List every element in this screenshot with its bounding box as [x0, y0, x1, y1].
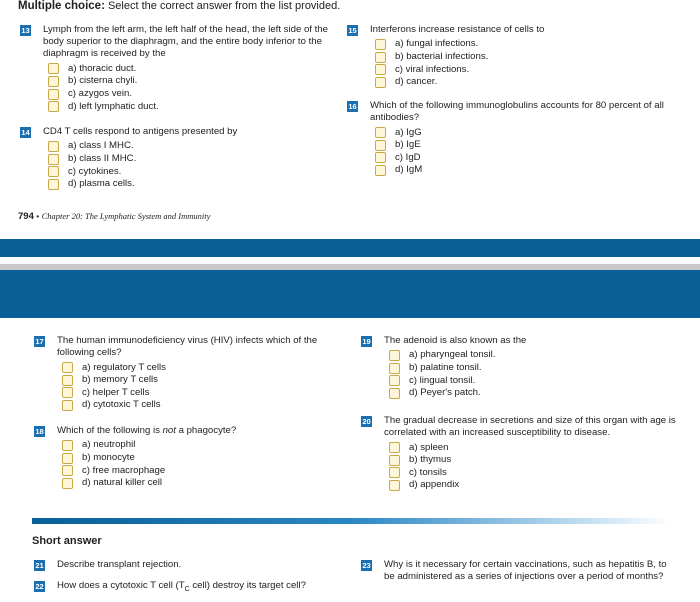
- checkbox[interactable]: [62, 400, 73, 411]
- option[interactable]: [389, 362, 679, 375]
- option-label: a) pharyngeal tonsil.: [409, 349, 496, 361]
- option[interactable]: [48, 153, 332, 166]
- question-text: The gradual decrease in secretions and size of this organ with age is correlated with an increased susceptibility to disease.: [384, 415, 676, 439]
- option-label: b) thymus: [409, 454, 452, 466]
- option[interactable]: [375, 76, 667, 89]
- question-number: 14: [21, 128, 30, 137]
- option-label: d) Peyer's patch.: [409, 387, 481, 399]
- options-list: [62, 361, 334, 411]
- option-label: a) class I MHC.: [68, 140, 134, 152]
- checkbox[interactable]: [375, 64, 386, 75]
- checkbox[interactable]: [48, 141, 59, 152]
- question-number: 15: [348, 26, 357, 35]
- page-footer: [18, 211, 210, 222]
- question-19: [361, 335, 679, 400]
- footer-separator: •: [36, 211, 40, 221]
- option[interactable]: [62, 399, 334, 412]
- question-number: 20: [362, 417, 371, 426]
- checkbox[interactable]: [389, 480, 400, 491]
- checkbox[interactable]: [375, 39, 386, 50]
- checkbox[interactable]: [375, 140, 386, 151]
- option-label: d) cytotoxic T cells: [82, 399, 161, 411]
- option-label: b) palatine tonsil.: [409, 361, 482, 373]
- option[interactable]: [375, 38, 667, 51]
- checkbox[interactable]: [389, 455, 400, 466]
- option[interactable]: [389, 387, 679, 400]
- question-text-before: Which of the following is: [57, 425, 163, 436]
- checkbox[interactable]: [375, 127, 386, 138]
- option-label: d) left lymphatic duct.: [68, 100, 159, 112]
- page-number: 794: [18, 211, 34, 222]
- question-text-emphasis: not: [162, 425, 176, 436]
- question-text: [57, 580, 334, 596]
- option[interactable]: [48, 75, 332, 88]
- option-label: b) class II MHC.: [68, 152, 137, 164]
- checkbox[interactable]: [48, 154, 59, 165]
- question-23: [361, 559, 679, 583]
- option-label: b) cisterna chyli.: [68, 75, 138, 87]
- checkbox[interactable]: [62, 387, 73, 398]
- option-label: a) neutrophil: [82, 439, 136, 451]
- options-list: [48, 63, 332, 113]
- question-20: [361, 415, 679, 492]
- option[interactable]: [48, 140, 332, 153]
- option[interactable]: [375, 152, 667, 165]
- options-list: [62, 439, 334, 489]
- option-label: c) cytokines.: [68, 165, 122, 177]
- option[interactable]: [48, 178, 332, 191]
- option-label: c) IgD: [395, 151, 421, 163]
- option-label: c) free macrophage: [82, 464, 166, 476]
- option[interactable]: [375, 63, 667, 76]
- question-number: 22: [35, 582, 44, 591]
- option-label: d) appendix: [409, 479, 460, 491]
- question-number: 21: [35, 561, 44, 570]
- checkbox[interactable]: [375, 77, 386, 88]
- checkbox[interactable]: [48, 166, 59, 177]
- option-label: c) azygos vein.: [68, 87, 132, 99]
- checkbox[interactable]: [62, 440, 73, 451]
- question-21: [34, 559, 334, 571]
- option[interactable]: [48, 100, 332, 113]
- question-text: CD4 T cells respond to antigens presented by: [43, 126, 238, 137]
- option[interactable]: [375, 51, 667, 64]
- section-header: [18, 0, 340, 12]
- checkbox[interactable]: [389, 388, 400, 399]
- option-label: c) helper T cells: [82, 386, 150, 398]
- checkbox[interactable]: [389, 363, 400, 374]
- question-text-after: a phagocyte?: [175, 425, 237, 436]
- option[interactable]: [389, 374, 679, 387]
- question-17: [34, 335, 334, 412]
- option-label: d) cancer.: [395, 76, 438, 88]
- option[interactable]: [375, 164, 667, 177]
- option[interactable]: [62, 361, 334, 374]
- option[interactable]: [375, 126, 667, 139]
- option-label: b) IgE: [395, 139, 421, 151]
- option[interactable]: [48, 165, 332, 178]
- checkbox[interactable]: [389, 350, 400, 361]
- question-text: The adenoid is also known as the: [384, 335, 527, 346]
- question-text-after: cell) destroy its target cell?: [189, 580, 306, 591]
- question-number: 13: [21, 26, 30, 35]
- question-15: [347, 24, 667, 89]
- question-18: [34, 425, 334, 490]
- option-label: c) viral infections.: [395, 63, 470, 75]
- checkbox[interactable]: [48, 179, 59, 190]
- checkbox[interactable]: [62, 465, 73, 476]
- option[interactable]: [389, 454, 679, 467]
- option-label: d) natural killer cell: [82, 477, 162, 489]
- page-break-band-top: [0, 239, 700, 257]
- header-bold: Multiple choice:: [18, 0, 105, 12]
- page-break-band-bottom: [0, 270, 700, 318]
- options-list: [375, 126, 667, 176]
- option-label: a) IgG: [395, 126, 422, 138]
- chapter-title: Chapter 20: The Lymphatic System and Immunity: [41, 211, 211, 221]
- checkbox[interactable]: [62, 375, 73, 386]
- checkbox[interactable]: [375, 165, 386, 176]
- header-text: Select the correct answer from the list provided.: [107, 0, 341, 12]
- question-text: Why is it necessary for certain vaccinations, such as hepatitis B, to be administered as a series of injections over a period of months?: [384, 559, 667, 583]
- option[interactable]: [389, 479, 679, 492]
- option-label: a) regulatory T cells: [82, 361, 166, 373]
- question-16: [347, 100, 667, 177]
- question-number: 19: [362, 337, 371, 346]
- question-text: Describe transplant rejection.: [57, 559, 182, 570]
- option-label: a) thoracic duct.: [68, 62, 137, 74]
- option-label: c) tonsils: [409, 466, 447, 478]
- question-text: Interferons increase resistance of cells to: [370, 24, 545, 35]
- option[interactable]: [62, 464, 334, 477]
- question-22: [34, 580, 334, 596]
- checkbox[interactable]: [48, 76, 59, 87]
- option[interactable]: [375, 139, 667, 152]
- option[interactable]: [62, 374, 334, 387]
- option-label: d) IgM: [395, 164, 423, 176]
- option-label: b) monocyte: [82, 451, 135, 463]
- question-text-subscript: C: [184, 585, 190, 593]
- option[interactable]: [62, 477, 334, 490]
- section-divider: [32, 518, 670, 524]
- checkbox[interactable]: [48, 89, 59, 100]
- question-text: The human immunodeficiency virus (HIV) infects which of the following cells?: [57, 335, 318, 359]
- options-list: [48, 140, 332, 190]
- option-label: a) fungal infections.: [395, 38, 479, 50]
- question-text: [57, 425, 334, 437]
- checkbox[interactable]: [389, 442, 400, 453]
- checkbox[interactable]: [48, 63, 59, 74]
- checkbox[interactable]: [62, 478, 73, 489]
- question-14: [20, 126, 332, 191]
- question-number: 17: [35, 337, 44, 346]
- question-number: 23: [362, 561, 371, 570]
- option-label: d) plasma cells.: [68, 178, 135, 190]
- checkbox[interactable]: [375, 152, 386, 163]
- option[interactable]: [62, 439, 334, 452]
- options-list: [389, 441, 679, 491]
- option[interactable]: [48, 63, 332, 76]
- option[interactable]: [389, 441, 679, 454]
- option[interactable]: [389, 349, 679, 362]
- question-text: Which of the following immunoglobulins accounts for 80 percent of all antibodies?: [370, 100, 664, 124]
- checkbox[interactable]: [389, 375, 400, 386]
- options-list: [375, 38, 667, 88]
- checkbox[interactable]: [48, 101, 59, 112]
- option[interactable]: [389, 467, 679, 480]
- option[interactable]: [62, 452, 334, 465]
- page-break-gap: [0, 257, 700, 264]
- question-number: 18: [35, 427, 44, 436]
- checkbox[interactable]: [389, 467, 400, 478]
- checkbox[interactable]: [62, 362, 73, 373]
- short-answer-heading: Short answer: [32, 535, 102, 547]
- question-text: Lymph from the left arm, the left half of the head, the left side of the body superior to the diaphragm, and the entire body inferior to the diaphragm is received by the: [43, 24, 328, 60]
- option-label: c) lingual tonsil.: [409, 374, 476, 386]
- question-text-before: How does a cytotoxic T cell (T: [57, 580, 185, 591]
- option-label: b) memory T cells: [82, 374, 158, 386]
- option[interactable]: [48, 88, 332, 101]
- question-13: [20, 24, 332, 113]
- option[interactable]: [62, 387, 334, 400]
- checkbox[interactable]: [375, 52, 386, 63]
- options-list: [389, 349, 679, 399]
- option-label: b) bacterial infections.: [395, 50, 489, 62]
- checkbox[interactable]: [62, 453, 73, 464]
- question-number: 16: [348, 102, 357, 111]
- option-label: a) spleen: [409, 441, 449, 453]
